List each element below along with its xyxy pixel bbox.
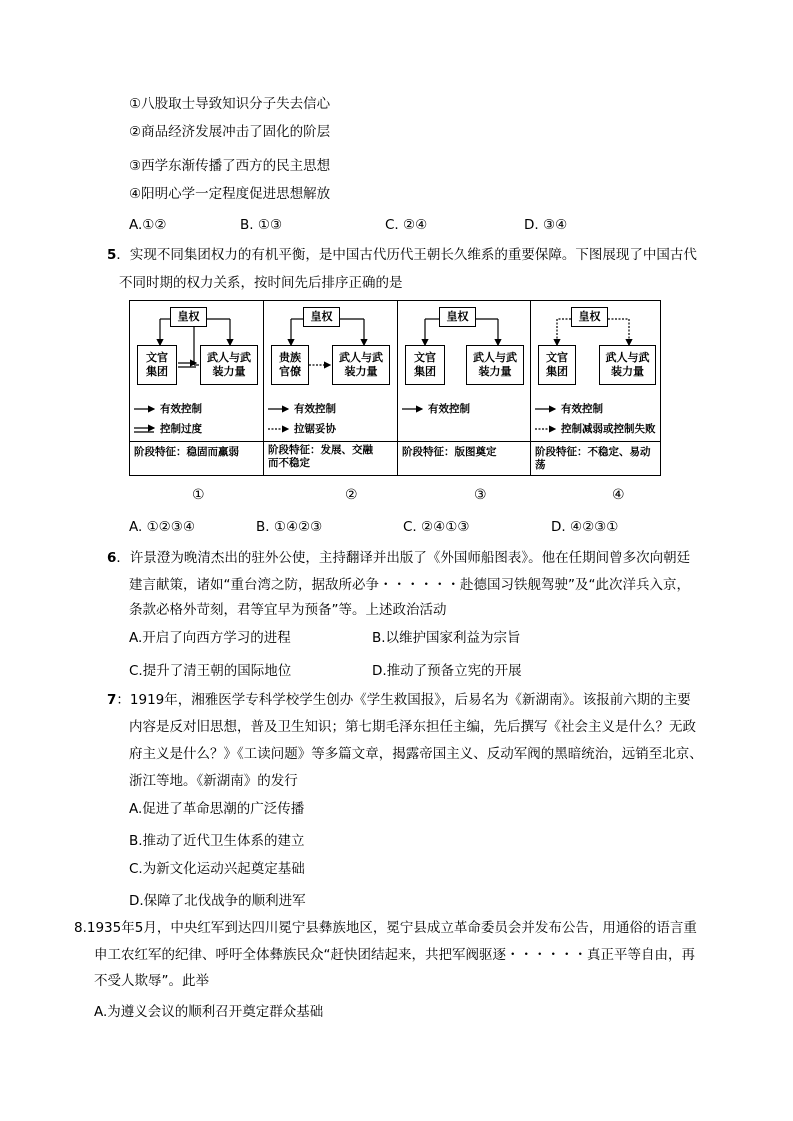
q4-option-c: C. ②④ [385,217,428,233]
q4-option-b: B. ①③ [240,217,283,233]
q6-stem-line-1 [107,549,690,567]
panel-1-legend-excess: 控制过度 [160,423,202,435]
panel-1-civil-officials: 文官 集团 [137,345,177,385]
q6-option-b: B.以维护国家利益为宗旨 [372,630,521,646]
panel-2-legend-control: 有效控制 [294,403,336,415]
q7-number: 7 [107,692,117,708]
q7-option-a: A.促进了革命思潮的广泛传播 [129,801,305,817]
q6-number: 6 [107,550,117,566]
panel-2-military-forces: 武人与武 装力量 [332,345,390,385]
panel-3-stage-feature: 阶段特征：版图奠定 [398,441,530,475]
panel-4-civil-officials: 文官 集团 [538,345,576,385]
panel-3-civil-officials: 文官 集团 [405,345,445,385]
panel-2-aristocratic-bureaucrats: 贵族 官僚 [271,345,309,385]
q7-stem-line-4: 浙江等地。《新湖南》的发行 [129,773,298,789]
q6-option-d: D.推动了预备立宪的开展 [372,663,522,679]
panel-1-legend-control: 有效控制 [160,403,202,415]
q8-stem-line-2: 申工农红军的纪律、呼吁全体彝族民众“赶快团结起来，共把军阀驱逐・・・・・・真正平等自由，再 [94,947,695,963]
q7-stem-text-1: ：1919年，湘雅医学专科学校学生创办《学生救国报》，后易名为《新湖南》。该报前六期的主要 [116,692,691,708]
q7-stem-line-2: 内容是反对旧思想，普及卫生知识；第七期毛泽东担任主编，先后撰写《社会主义是什么？无政 [129,719,696,735]
q8-stem-line-1: 8.1935年5月，中央红军到达四川冕宁县彝族地区，冕宁县成立革命委员会并发布公告，用通俗的语言重 [74,920,697,936]
q8-option-a: A.为遵义会议的顺利召开奠定群众基础 [94,1004,324,1020]
q5-option-b: B. ①④②③ [256,519,323,535]
q4-option-d: D. ③④ [524,217,568,233]
panel-3-label: ③ [474,487,487,503]
panel-1-imperial-power: 皇权 [170,307,207,327]
q5-option-a: A. ①②③④ [129,519,195,535]
power-relations-diagram [129,300,661,476]
panel-3-military-forces: 武人与武 装力量 [466,345,524,385]
q4-option-a: A.①② [129,217,167,233]
panel-2-imperial-power: 皇权 [303,307,340,327]
q5-stem-line-1 [107,246,697,264]
q6-stem-line-3: 条款必格外苛刻，君等宜早为预备”等。上述政治活动 [129,602,447,618]
panel-4-label: ④ [612,487,625,503]
q6-stem-line-2: 建言献策，诸如“重台湾之防，据敌所必争・・・・・・赴德国习铁舰驾驶”及“此次洋兵入京， [129,577,690,593]
q6-stem-text-1: ．许景澄为晚清杰出的驻外公使，主持翻译并出版了《外国师船图表》。他在任期间曾多次向朝廷 [116,550,691,566]
q5-stem-text-1: ．实现不同集团权力的有机平衡，是中国古代历代王朝长久维系的重要保障。下图展现了中国古代 [116,247,697,263]
q4-item-2: ②商品经济发展冲击了固化的阶层 [129,124,331,140]
q5-option-c: C. ②④①③ [403,519,470,535]
q6-option-c: C.提升了清王朝的国际地位 [129,663,292,679]
diagram-panel-2 [263,301,397,475]
q7-stem-line-1 [107,691,691,709]
q5-option-d: D. ④②③① [551,519,619,535]
q4-item-3: ③西学东渐传播了西方的民主思想 [129,158,331,174]
q7-stem-line-3: 府主义是什么？》《工读问题》等多篇文章，揭露帝国主义、反动军阀的黑暗统治，远销至北京、 [129,746,703,762]
panel-3-imperial-power: 皇权 [439,307,476,327]
diagram-panel-3 [397,301,530,475]
q4-item-1: ①八股取士导致知识分子失去信心 [129,96,331,112]
panel-2-stage-feature: 阶段特征：发展、交融 而不稳定 [264,441,397,475]
q7-option-d: D.保障了北伐战争的顺利进军 [129,893,306,909]
diagram-panel-1 [130,301,263,475]
q5-number: 5 [107,247,117,263]
panel-2-legend-compromise: 拉锯妥协 [294,423,336,435]
panel-2-label: ② [345,487,358,503]
q5-stem-line-2: 不同时期的权力关系，按时间先后排序正确的是 [119,275,403,291]
panel-4-imperial-power: 皇权 [571,307,608,327]
panel-4-legend-control: 有效控制 [561,403,603,415]
panel-4-stage-feature: 阶段特征：不稳定、易动荡 [531,441,660,475]
q7-option-c: C.为新文化运动兴起奠定基础 [129,861,305,877]
panel-1-military-forces: 武人与武 装力量 [200,345,258,385]
panel-1-stage-feature: 阶段特征：稳固而羸弱 [130,441,263,475]
q4-item-4: ④阳明心学一定程度促进思想解放 [129,186,331,202]
q7-option-b: B.推动了近代卫生体系的建立 [129,833,305,849]
diagram-panel-4 [530,301,660,475]
q8-stem-line-3: 不受人欺辱”。此举 [94,973,209,989]
q6-option-a: A.开启了向西方学习的进程 [129,630,291,646]
panel-3-legend-control: 有效控制 [428,403,470,415]
panel-1-label: ① [192,487,205,503]
panel-4-legend-weakened: 控制减弱或控制失败 [561,423,656,435]
panel-4-military-forces: 武人与武 装力量 [599,345,656,385]
